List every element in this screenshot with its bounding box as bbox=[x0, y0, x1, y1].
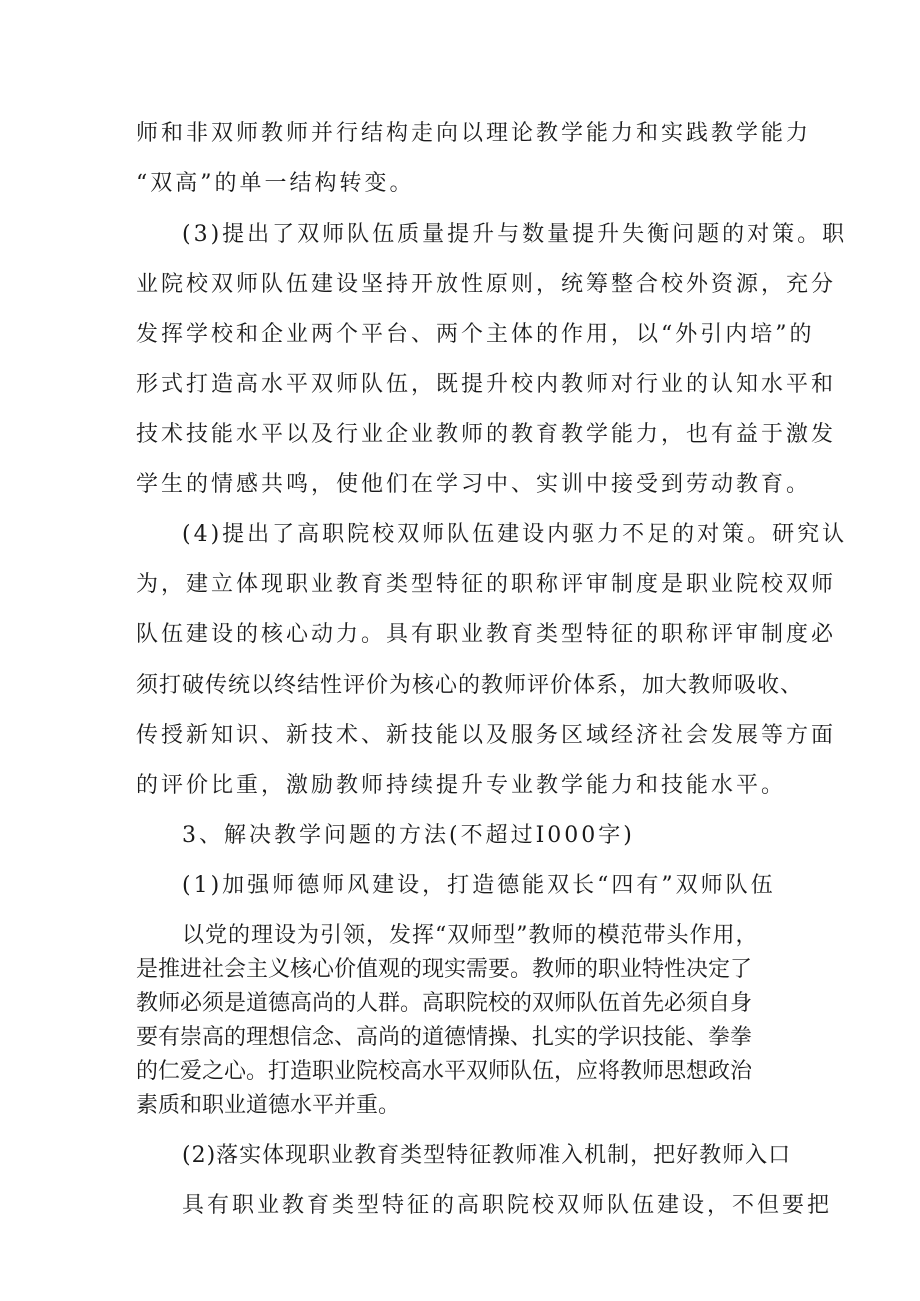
paragraph-line-14: 的评价比重，激励教师持续提升专业教学能力和技能水平。 bbox=[136, 773, 787, 798]
paragraph-line-3: (3)提出了双师队伍质量提升与数量提升失衡问题的对策。职 bbox=[182, 222, 848, 247]
paragraph-line-24: 具有职业教育类型特征的高职院校双师队伍建设，不但要把 bbox=[182, 1193, 833, 1218]
paragraph-line-11: 队伍建设的核心动力。具有职业教育类型特征的职称评审制度必 bbox=[136, 622, 837, 647]
paragraph-line-4: 业院校双师队伍建设坚持开放性原则，统筹整合校外资源，充分 bbox=[136, 272, 837, 297]
paragraph-line-7: 技术技能水平以及行业企业教师的教育教学能力，也有益于激发 bbox=[136, 422, 837, 447]
paragraph-line-13: 传授新知识、新技术、新技能以及服务区域经济社会发展等方面 bbox=[136, 723, 837, 748]
paragraph-line-2: “双高”的单一结构转变。 bbox=[136, 171, 415, 196]
paragraph-line-1: 师和非双师教师并行结构走向以理论教学能力和实践教学能力 bbox=[136, 121, 812, 146]
section-heading: 3、解决教学问题的方法(不超过I000字) bbox=[182, 823, 635, 848]
paragraph-line-20: 要有崇高的理想信念、高尚的道德情操、扎实的学识技能、拳拳 bbox=[136, 1025, 753, 1050]
subsection-heading-2: (2)落实体现职业教育类型特征教师准入机制，把好教师入口 bbox=[182, 1143, 792, 1168]
paragraph-line-12: 须打破传统以终结性评价为核心的教师评价体系，加大教师吸收、 bbox=[136, 673, 804, 698]
paragraph-line-5: 发挥学校和企业两个平台、两个主体的作用，以“外引内培”的 bbox=[136, 322, 815, 347]
paragraph-line-10: 为，建立体现职业教育类型特征的职称评审制度是职业院校双师 bbox=[136, 572, 837, 597]
paragraph-line-18: 是推进社会主义核心价值观的现实需要。教师的职业特性决定了 bbox=[136, 957, 753, 982]
subsection-heading-1: (1)加强师德师风建设，打造德能双长“四有”双师队伍 bbox=[182, 873, 776, 898]
paragraph-line-8: 学生的情感共鸣，使他们在学习中、实训中接受到劳动教育。 bbox=[136, 472, 812, 497]
paragraph-line-21: 的仁爱之心。打造职业院校高水平双师队伍，应将教师思想政治 bbox=[136, 1059, 753, 1084]
paragraph-line-22: 素质和职业道德水平并重。 bbox=[136, 1093, 401, 1118]
paragraph-line-19: 教师必须是道德高尚的人群。高职院校的双师队伍首先必须自身 bbox=[136, 991, 753, 1016]
paragraph-line-9: (4)提出了高职院校双师队伍建设内驱力不足的对策。研究认 bbox=[182, 522, 848, 547]
paragraph-line-17: 以党的理设为引领，发挥“双师型”教师的模范带头作用， bbox=[182, 923, 759, 948]
paragraph-line-6: 形式打造高水平双师队伍，既提升校内教师对行业的认知水平和 bbox=[136, 372, 837, 397]
